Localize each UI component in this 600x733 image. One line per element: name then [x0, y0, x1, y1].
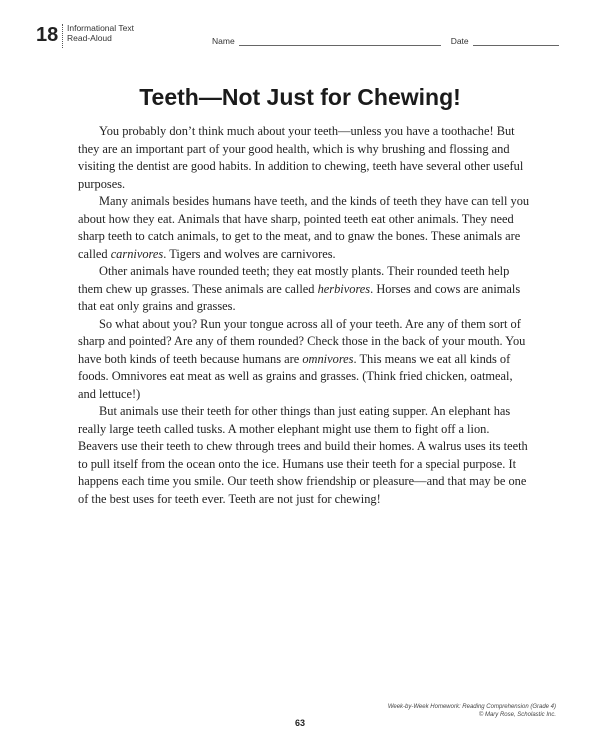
article-body — [78, 123, 530, 508]
category-label — [67, 23, 134, 43]
paragraph-3-tail: . Horses and cows are animals that eat only grains and grasses. — [78, 281, 521, 313]
paragraph-2-tail: . Tigers and wolves are carnivores. — [163, 246, 336, 261]
credit-line — [388, 703, 556, 719]
paragraph-3 — [78, 263, 530, 316]
category-line-1: Informational Text — [67, 23, 134, 33]
name-date-row — [212, 36, 559, 46]
paragraph-5 — [78, 403, 530, 508]
credit-line-2: © Mary Rose, Scholastic Inc. — [478, 712, 556, 718]
paragraph-4-text: So what about you? Run your tongue across all of your teeth. Are any of them sort of sharp and pointed? Are any of them rounded? Check those in the back of your mouth. You have both kinds of teeth because humans are — [78, 316, 526, 366]
footer-page-number: 63 — [294, 718, 305, 728]
category-line-2: Read-Aloud — [67, 33, 112, 43]
term-herbivores: herbivores — [317, 281, 371, 296]
date-field[interactable] — [473, 37, 559, 46]
paragraph-3-text: Other animals have rounded teeth; they eat mostly plants. Their rounded teeth help them chew up grasses. These animals are called — [78, 264, 510, 296]
paragraph-1-text: You probably don’t think much about your teeth—unless you have a toothache! But they are an important part of your good health, which is why brushing and flossing and visiting the dentist are good habits. In addition to chewing, teeth have several other useful purposes. — [78, 124, 524, 191]
paragraph-2-text: Many animals besides humans have teeth, and the kinds of teeth they have can tell you about how they eat. Animals that have sharp, pointed teeth eat other animals. They need sharp teeth to catch animals, to get to the meat, and to gnaw the bones. These animals are called — [78, 194, 530, 261]
paragraph-4-tail: . This means we eat all kinds of foods. Omnivores eat meat as well as grains and grasses. (Think fried chicken, oatmeal, and lettuce!) — [78, 351, 513, 401]
paragraph-5-text: But animals use their teeth for other things than just eating supper. An elephant has really large teeth called tusks. A mother elephant might use them to fight off a lion. Beavers use their teeth to chew through trees and build their homes. A walrus uses its teeth to pull itself from the ocean onto the ice. Humans use their teeth for a special purpose. It happens each time you smile. Our teeth show friendship or pleasure—and that may be one of the best uses for teeth ever. Teeth are not just for chewing! — [78, 404, 528, 506]
paragraph-1 — [78, 123, 530, 193]
paragraph-2 — [78, 193, 530, 263]
header-divider — [62, 24, 63, 48]
term-omnivores: omnivores — [302, 351, 354, 366]
page-title: Teeth—Not Just for Chewing! — [139, 84, 461, 110]
name-label: Name — [212, 36, 235, 46]
page-header — [36, 20, 556, 50]
header-page-number: 18 — [36, 24, 59, 46]
date-label: Date — [450, 36, 469, 46]
credit-line-1: Week-by-Week Homework: Reading Comprehension (Grade 4) — [387, 704, 556, 710]
term-carnivores: carnivores — [110, 246, 164, 261]
name-field[interactable] — [239, 37, 441, 46]
paragraph-4 — [78, 316, 530, 404]
